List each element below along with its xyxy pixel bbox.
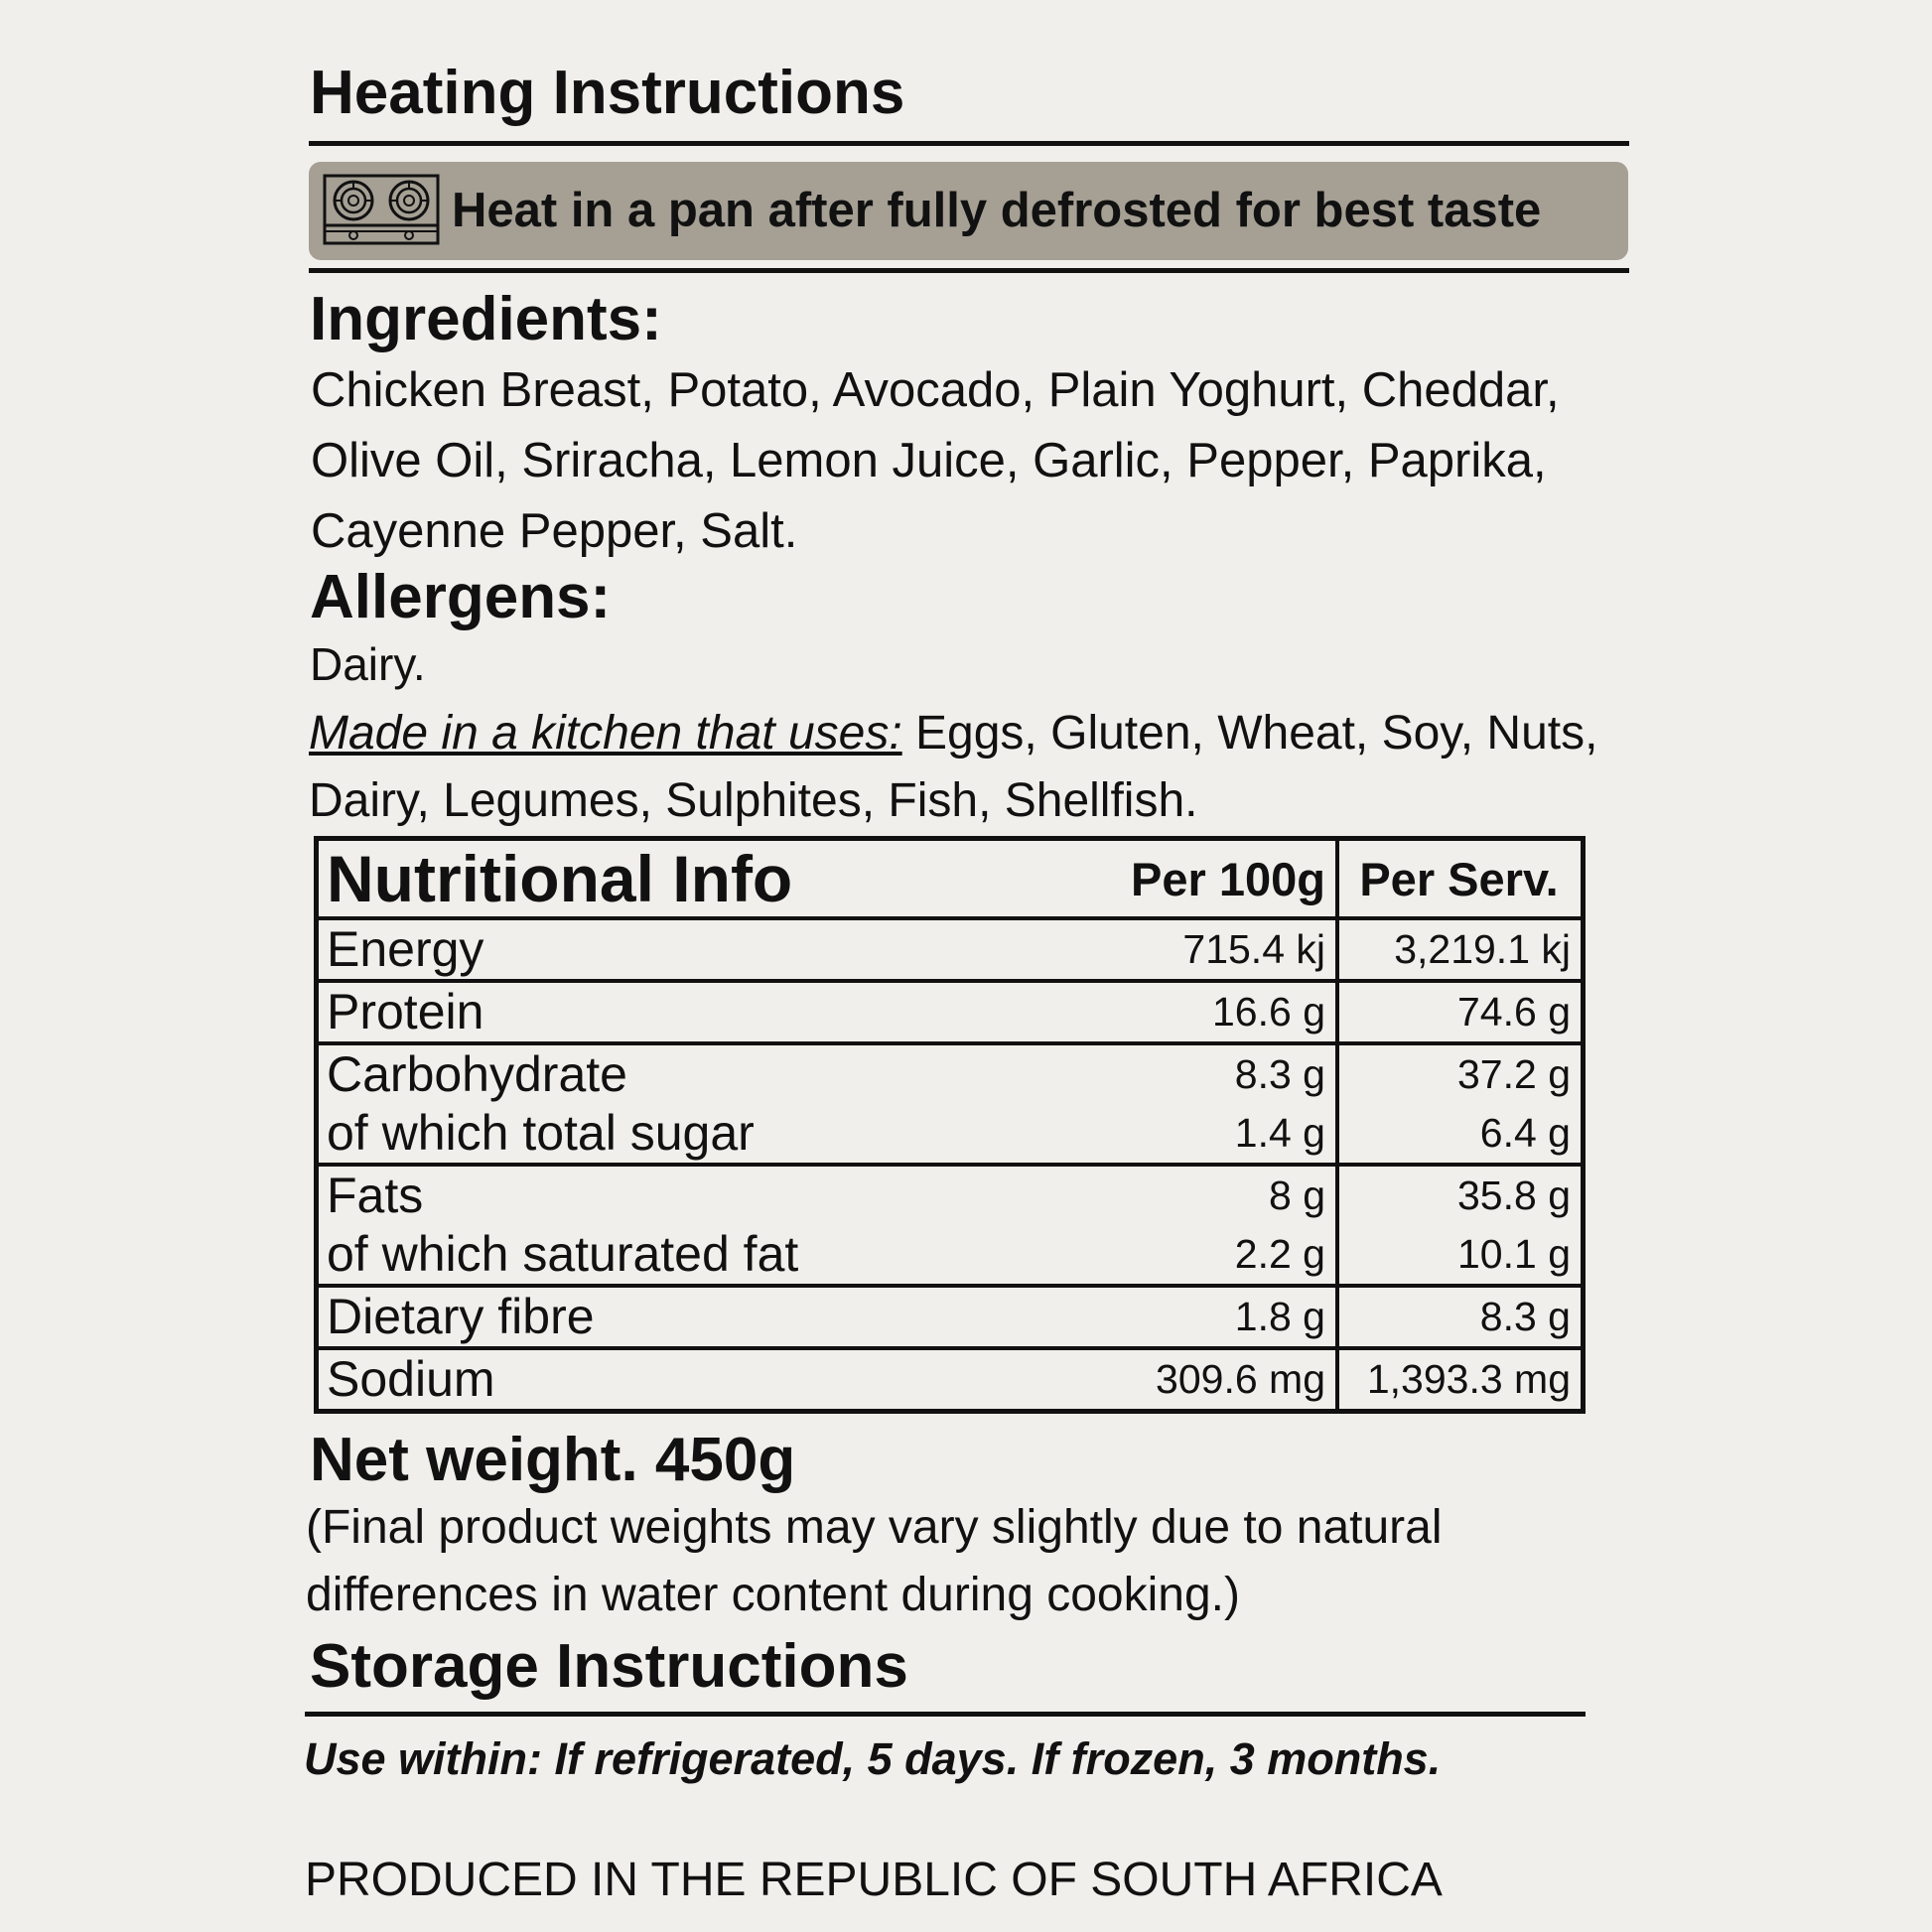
nutrient-label: Sodium [317,1348,1100,1412]
value-per-serving: 1,393.3 mg [1337,1348,1584,1412]
allergens-list: Dairy. [310,638,426,690]
value-per-serving: 74.6 g [1337,981,1584,1043]
nutrition-table [314,836,1586,1414]
nutrient-label-cell [317,1043,1100,1165]
nutrient-label-cell [317,1165,1100,1286]
heating-top-rule [309,141,1629,146]
storage-title: Storage Instructions [310,1632,908,1701]
table-row [317,1348,1584,1412]
value-per-100g: 715.4 kj [1099,918,1337,981]
value-per-serving-sub: 6.4 g [1479,1110,1571,1156]
heating-bottom-rule [309,268,1629,273]
produced-in: PRODUCED IN THE REPUBLIC OF SOUTH AFRICA [305,1854,1443,1906]
nutrient-label: Protein [317,981,1100,1043]
nutrient-sublabel: of which saturated fat [327,1226,799,1282]
ingredients-list: Chicken Breast, Potato, Avocado, Plain Yoghurt, Cheddar, Olive Oil, Sriracha, Lemon Juice, Garlic, Pepper, Paprika, Cayenne Pepper, Salt. [311,363,1560,558]
col-per-100g: Per 100g [1099,839,1337,919]
value-per-serving-sub: 10.1 g [1457,1231,1571,1277]
kitchen-allergens-list: Eggs, Gluten, Wheat, Soy, Nuts, Dairy, Legumes, Sulphites, Fish, Shellfish. [309,707,1598,827]
value-per-serving: 3,219.1 kj [1337,918,1584,981]
table-row [317,918,1584,981]
nutrient-label: Fats [327,1168,424,1223]
value-per-100g: 16.6 g [1099,981,1337,1043]
table-row [317,1286,1584,1348]
heating-title: Heating Instructions [310,59,905,127]
heating-instruction: Heat in a pan after fully defrosted for best taste [452,184,1542,237]
value-per-100g: 8.3 g [1234,1051,1325,1097]
value-per-100g: 8 g [1269,1173,1325,1218]
kitchen-allergens-lead: Made in a kitchen that uses: [309,707,902,759]
value-per-100g-sub: 1.4 g [1234,1110,1325,1156]
value-per-100g-sub: 2.2 g [1234,1231,1325,1277]
table-row [317,1165,1584,1286]
value-per-100g-cell [1099,1165,1337,1286]
storage-rule [305,1712,1586,1717]
value-per-serving: 8.3 g [1337,1286,1584,1348]
nutrition-header-row [317,839,1584,919]
value-per-100g-cell [1099,1043,1337,1165]
table-row [317,1043,1584,1165]
net-weight: Net weight. 450g [310,1426,796,1494]
value-per-serving-cell [1337,1165,1584,1286]
nutrition-title: Nutritional Info [317,839,1100,919]
net-weight-note: (Final product weights may vary slightly due to natural differences in water content during cooking.) [306,1501,1443,1621]
use-within: Use within: If refrigerated, 5 days. If frozen, 3 months. [304,1733,1442,1784]
value-per-serving: 35.8 g [1457,1173,1571,1218]
nutrient-sublabel: of which total sugar [327,1105,755,1161]
value-per-serving-cell [1337,1043,1584,1165]
nutrient-label: Dietary fibre [317,1286,1100,1348]
kitchen-allergens [309,700,1629,835]
ingredients-title: Ingredients: [310,285,662,353]
allergens-title: Allergens: [310,563,612,631]
nutrient-label: Carbohydrate [327,1046,627,1102]
value-per-serving: 37.2 g [1457,1051,1571,1097]
stove-icon [323,174,440,245]
table-row [317,981,1584,1043]
nutrient-label: Energy [317,918,1100,981]
value-per-100g: 1.8 g [1099,1286,1337,1348]
value-per-100g: 309.6 mg [1099,1348,1337,1412]
col-per-serving: Per Serv. [1337,839,1584,919]
